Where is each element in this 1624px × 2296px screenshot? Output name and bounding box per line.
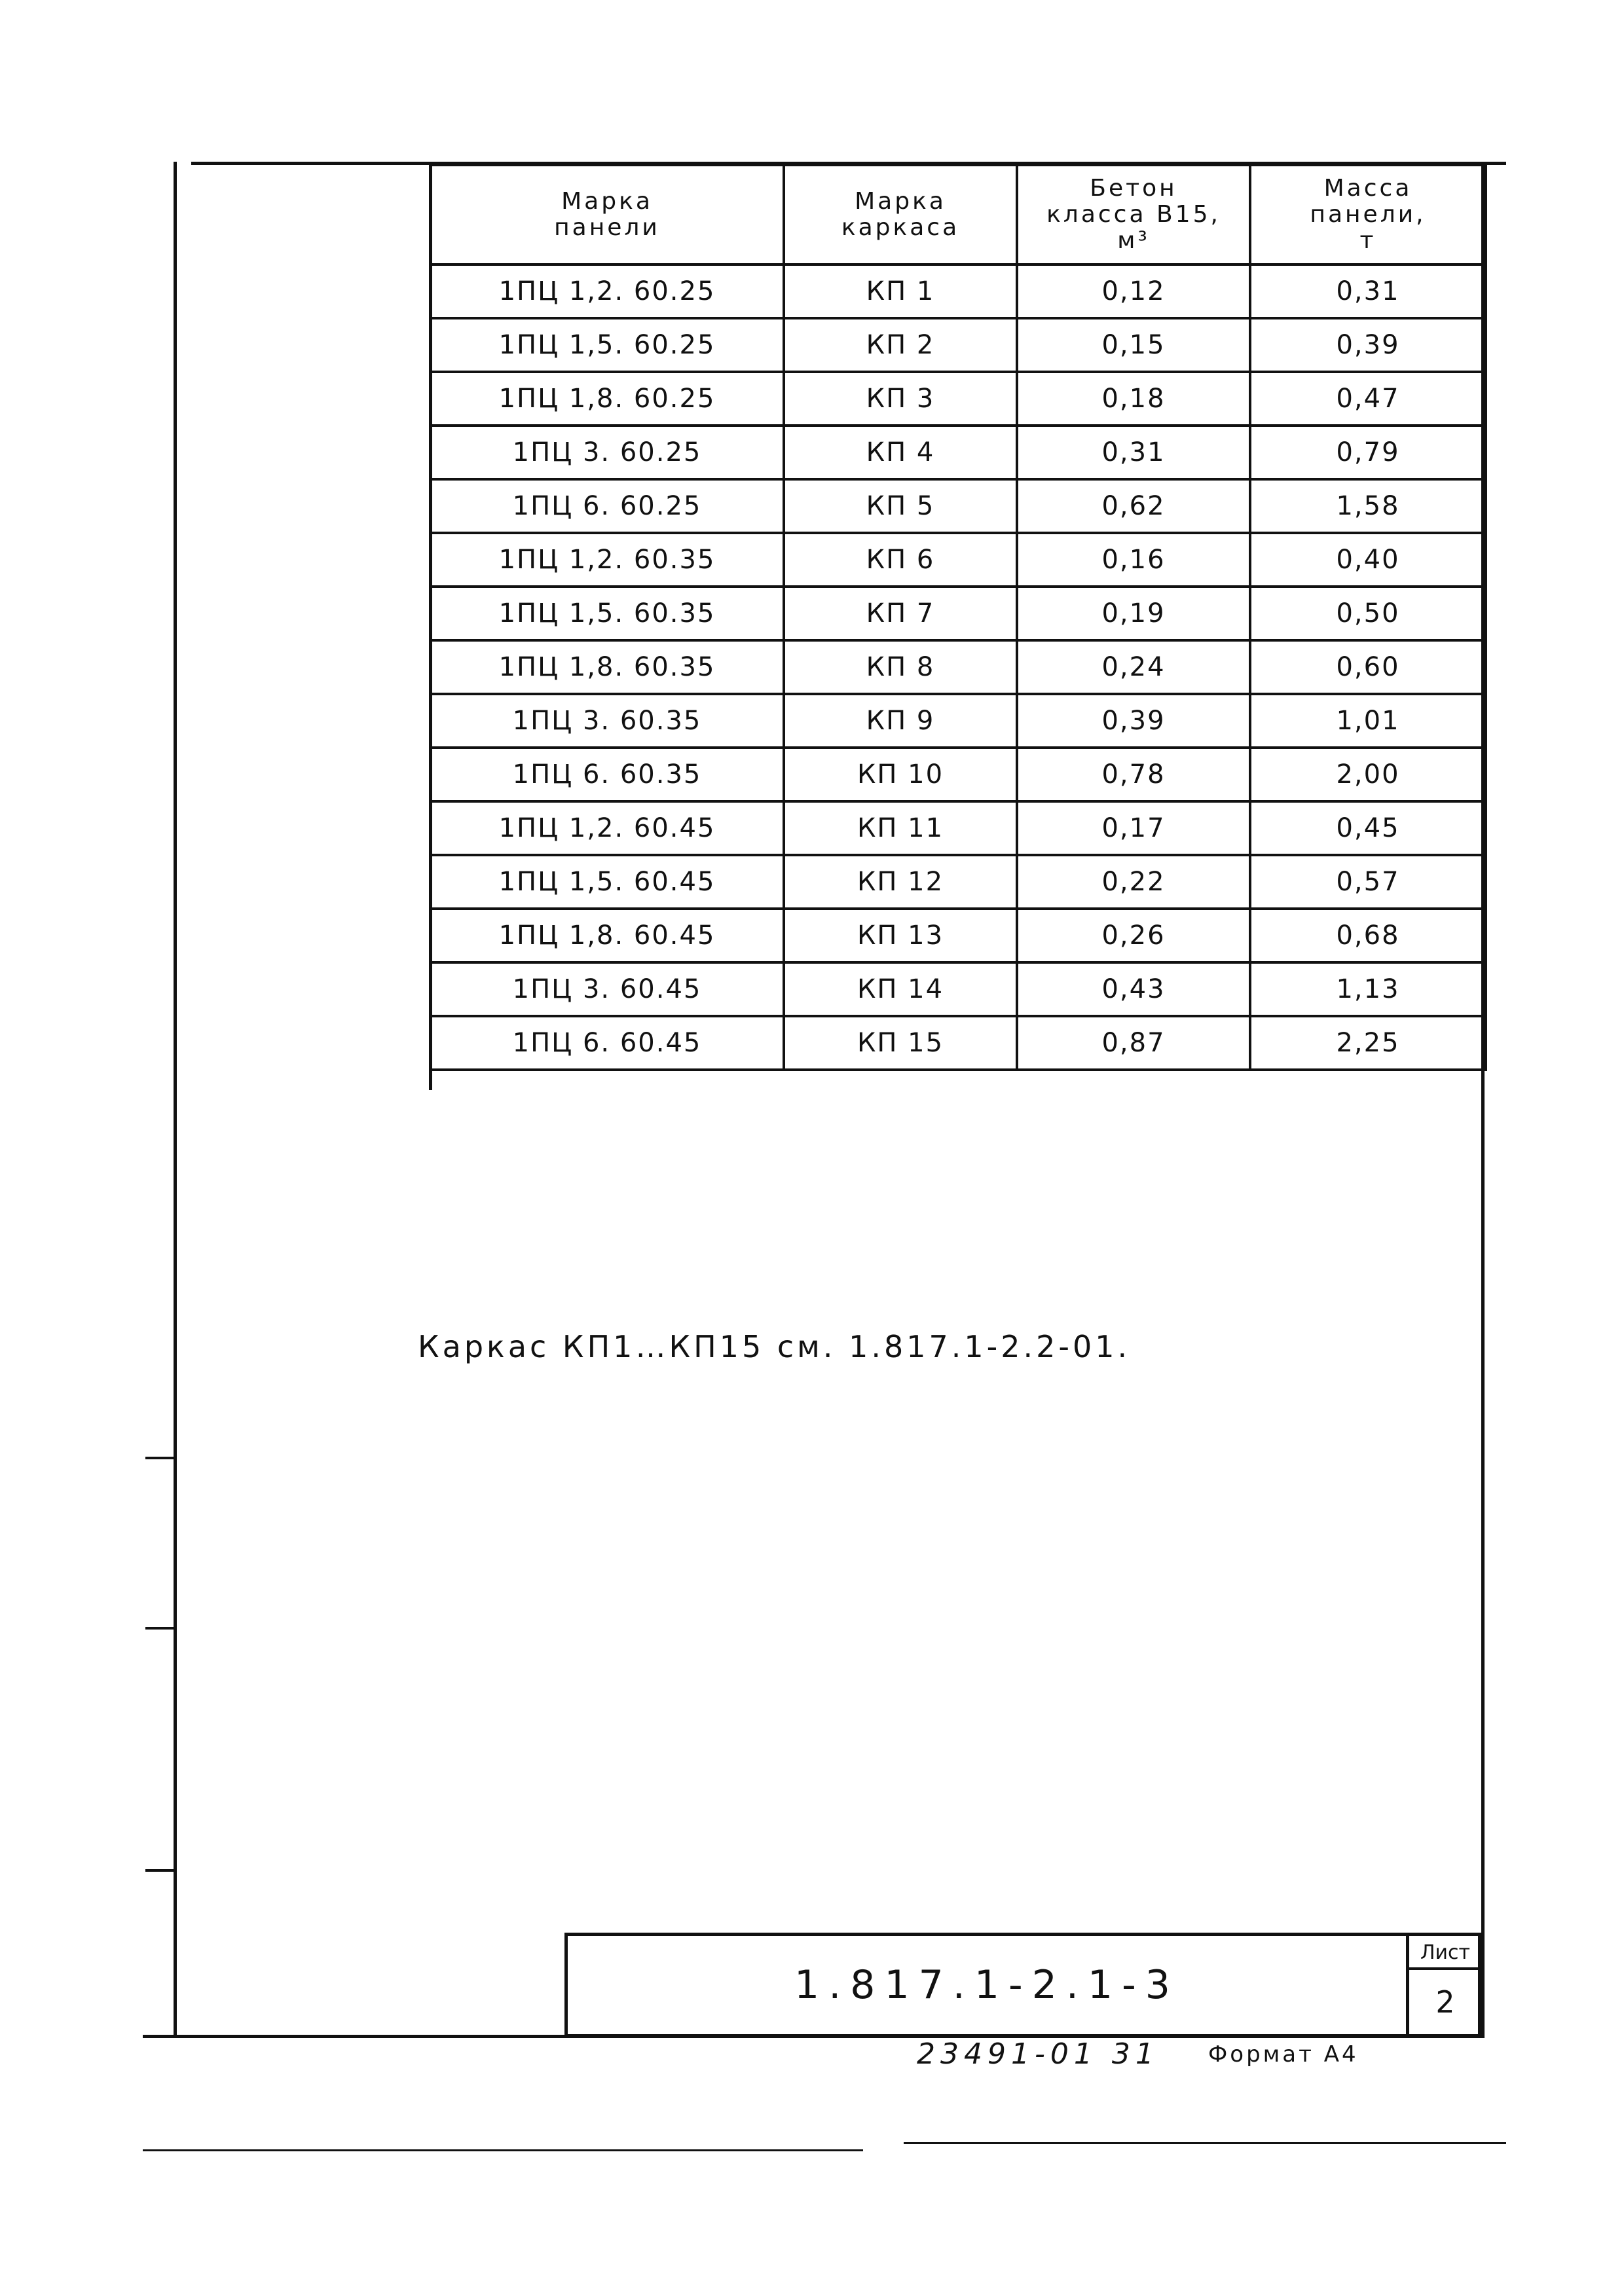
mass-cell: 0,39 [1250, 318, 1486, 372]
frame-left-line [174, 162, 177, 2037]
frame-mark-cell: КП 15 [784, 1016, 1017, 1070]
frame-mark-cell: КП 6 [784, 533, 1017, 587]
frame-mark-cell: КП 4 [784, 426, 1017, 479]
concrete-cell: 0,24 [1017, 640, 1250, 694]
concrete-cell: 0,19 [1017, 587, 1250, 640]
mass-cell: 1,13 [1250, 962, 1486, 1016]
mass-cell: 0,47 [1250, 372, 1486, 426]
mass-cell: 0,57 [1250, 855, 1486, 909]
panel-mark-cell: 1ПЦ 6. 60.45 [430, 1016, 784, 1070]
panel-mark-cell: 1ПЦ 3. 60.25 [430, 426, 784, 479]
frame-mark-cell: КП 14 [784, 962, 1017, 1016]
frame-mark-cell: КП 12 [784, 855, 1017, 909]
frame-mark-cell: КП 9 [784, 694, 1017, 748]
frame-mark-cell: КП 13 [784, 909, 1017, 962]
frame-mark-cell: КП 3 [784, 372, 1017, 426]
concrete-cell: 0,17 [1017, 801, 1250, 855]
panel-mark-cell: 1ПЦ 1,5. 60.35 [430, 587, 784, 640]
margin-tick-3 [145, 1869, 177, 1872]
concrete-cell: 0,15 [1017, 318, 1250, 372]
concrete-cell: 0,18 [1017, 372, 1250, 426]
margin-tick-1 [145, 1457, 177, 1459]
header-panel-mass: Масса панели, т [1250, 165, 1486, 264]
panel-mark-cell: 1ПЦ 6. 60.25 [430, 479, 784, 533]
frame-mark-cell: КП 7 [784, 587, 1017, 640]
trim-line-right [904, 2142, 1506, 2144]
sheet-cell [1406, 1936, 1481, 2034]
table-row [430, 479, 1486, 533]
table-row [430, 426, 1486, 479]
header-panel-mark: Марка панели [430, 165, 784, 264]
concrete-cell: 0,43 [1017, 962, 1250, 1016]
concrete-cell: 0,31 [1017, 426, 1250, 479]
mass-cell: 1,01 [1250, 694, 1486, 748]
frame-mark-cell: КП 8 [784, 640, 1017, 694]
mass-cell: 2,25 [1250, 1016, 1486, 1070]
table-row [430, 640, 1486, 694]
panel-mark-cell: 1ПЦ 3. 60.35 [430, 694, 784, 748]
mass-cell: 1,58 [1250, 479, 1486, 533]
table-row [430, 855, 1486, 909]
panel-mark-cell: 1ПЦ 3. 60.45 [430, 962, 784, 1016]
concrete-cell: 0,26 [1017, 909, 1250, 962]
concrete-cell: 0,39 [1017, 694, 1250, 748]
table-row [430, 748, 1486, 801]
frame-mark-cell: КП 5 [784, 479, 1017, 533]
concrete-cell: 0,22 [1017, 855, 1250, 909]
margin-tick-2 [145, 1627, 177, 1630]
mass-cell: 2,00 [1250, 748, 1486, 801]
panel-mark-cell: 1ПЦ 6. 60.35 [430, 748, 784, 801]
table-row [430, 1016, 1486, 1070]
table-row [430, 533, 1486, 587]
panel-mark-cell: 1ПЦ 1,2. 60.25 [430, 264, 784, 318]
panel-mark-cell: 1ПЦ 1,5. 60.45 [430, 855, 784, 909]
mass-cell: 0,40 [1250, 533, 1486, 587]
concrete-cell: 0,12 [1017, 264, 1250, 318]
concrete-cell: 0,62 [1017, 479, 1250, 533]
panel-mark-cell: 1ПЦ 1,8. 60.35 [430, 640, 784, 694]
frame-mark-cell: КП 1 [784, 264, 1017, 318]
header-concrete-volume: Бетон класса В15, м³ [1017, 165, 1250, 264]
table-row [430, 909, 1486, 962]
mass-cell: 0,60 [1250, 640, 1486, 694]
mass-cell: 0,79 [1250, 426, 1486, 479]
sheet-label: Лист [1409, 1936, 1481, 1970]
mass-cell: 0,68 [1250, 909, 1486, 962]
panel-mark-cell: 1ПЦ 1,5. 60.25 [430, 318, 784, 372]
mass-cell: 0,45 [1250, 801, 1486, 855]
panel-mark-cell: 1ПЦ 1,2. 60.45 [430, 801, 784, 855]
table-row [430, 264, 1486, 318]
mass-cell: 0,31 [1250, 264, 1486, 318]
frame-reference-note: Каркас КП1…КП15 см. 1.817.1-2.2-01. [418, 1329, 1131, 1364]
paper-format: Формат А4 [1208, 2041, 1359, 2068]
concrete-cell: 0,78 [1017, 748, 1250, 801]
concrete-cell: 0,16 [1017, 533, 1250, 587]
table-row [430, 372, 1486, 426]
table-row [430, 694, 1486, 748]
panel-spec-table [429, 164, 1487, 1071]
trim-line-left [143, 2149, 863, 2151]
mass-cell: 0,50 [1250, 587, 1486, 640]
panel-mark-cell: 1ПЦ 1,8. 60.45 [430, 909, 784, 962]
sheet-number: 2 [1435, 1984, 1455, 2020]
table-row [430, 318, 1486, 372]
frame-mark-cell: КП 10 [784, 748, 1017, 801]
header-frame-mark: Марка каркаса [784, 165, 1017, 264]
title-block [564, 1933, 1481, 2037]
document-code: 1.817.1-2.1-3 [794, 1962, 1179, 2008]
panel-mark-cell: 1ПЦ 1,8. 60.25 [430, 372, 784, 426]
table-header-row [430, 165, 1486, 264]
inventory-number: 23491-01 31 [917, 2037, 1159, 2071]
table-row [430, 801, 1486, 855]
frame-mark-cell: КП 2 [784, 318, 1017, 372]
table-row [430, 587, 1486, 640]
panel-mark-cell: 1ПЦ 1,2. 60.35 [430, 533, 784, 587]
table-row [430, 962, 1486, 1016]
concrete-cell: 0,87 [1017, 1016, 1250, 1070]
frame-mark-cell: КП 11 [784, 801, 1017, 855]
